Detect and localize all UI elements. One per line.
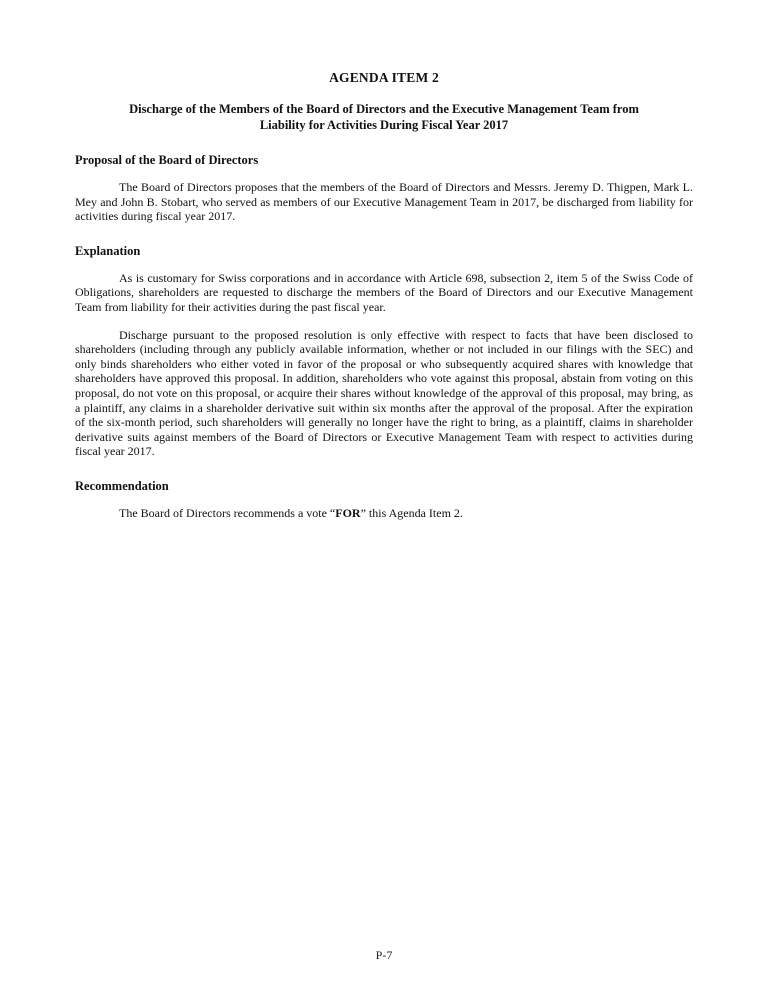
proposal-paragraph: The Board of Directors proposes that the members of the Board of Directors and Messrs. Jeremy D. Thigpen, Mark L. Mey and John B. Stobart, who served as members of our Executive Management Team in 2017, be discharged from liability for activities during fiscal year 2017. [75, 180, 693, 224]
agenda-item-subtitle-line-2: Liability for Activities During Fiscal Year 2017 [259, 117, 509, 132]
agenda-item-subtitle [75, 102, 693, 133]
section-heading-explanation: Explanation [75, 243, 141, 258]
recommendation-text-suffix: ” this Agenda Item 2. [360, 505, 463, 520]
section-explanation [75, 244, 693, 459]
recommendation-sentence [75, 506, 693, 521]
section-proposal [75, 153, 693, 224]
agenda-item-subtitle-line-1: Discharge of the Members of the Board of Directors and the Executive Management Team from [129, 102, 639, 116]
explanation-paragraph-2: Discharge pursuant to the proposed resolution is only effective with respect to facts that have been disclosed to shareholders (including through any publicly available information, whether or not included in our filings with the SEC) and only binds shareholders who either voted in favor of the proposal or who subsequently acquired shares with knowledge that shareholders have approved this proposal. In addition, shareholders who vote against this proposal, abstain from voting on this proposal, do not vote on this proposal, or acquire their shares without knowledge of the approval of this proposal, may bring, as a plaintiff, any claims in a shareholder derivative suit within six months after the approval of the proposal. After the expiration of the six-month period, such shareholders will generally no longer have the right to bring, as a plaintiff, claims in shareholder derivative suits against members of the Board of Directors or Executive Management Team with respect to activities during fiscal year 2017. [75, 327, 693, 459]
recommendation-vote-word: FOR [335, 505, 361, 520]
section-heading-proposal: Proposal of the Board of Directors [75, 153, 259, 167]
page-number: P-7 [375, 948, 393, 962]
agenda-item-title: AGENDA ITEM 2 [329, 70, 439, 85]
section-recommendation [75, 479, 693, 521]
section-heading-recommendation: Recommendation [75, 478, 169, 493]
recommendation-text-prefix: The Board of Directors recommends a vote “ [119, 505, 336, 520]
explanation-paragraph-1: As is customary for Swiss corporations and in accordance with Article 698, subsection 2, item 5 of the Swiss Code of Obligations, shareholders are requested to discharge the members of the Board of Directors and our Executive Management Team from liability for their activities during the past fiscal year. [75, 270, 693, 314]
